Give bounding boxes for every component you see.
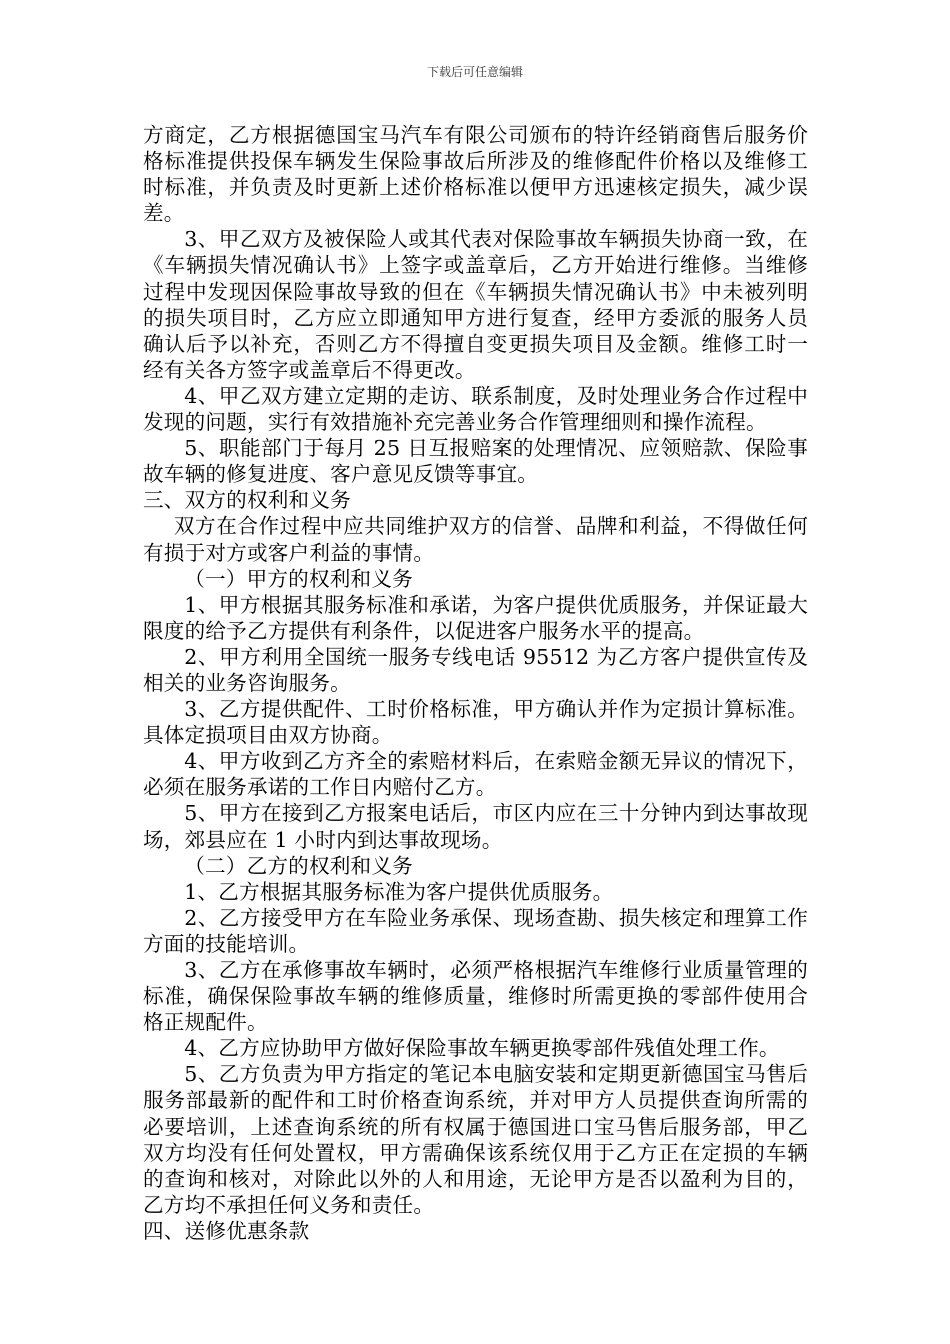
section-heading: 四、送修优惠条款 bbox=[143, 1218, 310, 1243]
section-heading: 三、双方的权利和义务 bbox=[143, 488, 351, 513]
paragraph: 3、乙方提供配件、工时价格标准，甲方确认并作为定损计算标准。具体定损项目由双方协商。 bbox=[143, 697, 808, 748]
subsection-heading: （一）甲方的权利和义务 bbox=[184, 566, 413, 591]
paragraph: 2、乙方接受甲方在车险业务承保、现场查勘、损失核定和理算工作方面的技能培训。 bbox=[143, 905, 808, 956]
paragraph: 5、职能部门于每月 25 日互报赔案的处理情况、应领赔款、保险事故车辆的修复进度、客户意见反馈等事宜。 bbox=[143, 436, 808, 487]
paragraph: 3、乙方在承修事故车辆时，必须严格根据汽车维修行业质量管理的标准，确保保险事故车辆的维修质量，维修时所需更换的零部件使用合格正规配件。 bbox=[143, 958, 808, 1035]
subsection-heading: （二）乙方的权利和义务 bbox=[184, 853, 413, 878]
paragraph: 4、乙方应协助甲方做好保险事故车辆更换零部件残值处理工作。 bbox=[184, 1036, 780, 1061]
paragraph: 方商定，乙方根据德国宝马汽车有限公司颁布的特许经销商售后服务价格标准提供投保车辆发生保险事故后所涉及的维修配件价格以及维修工时标准，并负责及时更新上述价格标准以便甲方迅速核定损失，减少误差。 bbox=[143, 123, 808, 226]
document-body bbox=[143, 122, 808, 1244]
paragraph: 5、乙方负责为甲方指定的笔记本电脑安装和定期更新德国宝马售后服务部最新的配件和工时价格查询系统，并对甲方人员提供查询所需的必要培训，上述查询系统的所有权属于德国进口宝马售后服务部，甲乙双方均没有任何处置权，甲方需确保该系统仅用于乙方正在定损的车辆的查询和核对，对除此以外的人和用途，无论甲方是否以盈利为目的，乙方均不承担任何义务和责任。 bbox=[143, 1062, 808, 1217]
paragraph: 2、甲方利用全国统一服务专线电话 95512 为乙方客户提供宣传及相关的业务咨询服务。 bbox=[143, 644, 808, 695]
paragraph: 双方在合作过程中应共同维护双方的信誉、品牌和利益，不得做任何有损于对方或客户利益的事情。 bbox=[143, 514, 808, 565]
paragraph: 3、甲乙双方及被保险人或其代表对保险事故车辆损失协商一致，在《车辆损失情况确认书》上签字或盖章后，乙方开始进行维修。当维修过程中发现因保险事故导致的但在《车辆损失情况确认书》中未被列明的损失项目时，乙方应立即通知甲方进行复查，经甲方委派的服务人员确认后予以补充，否则乙方不得擅自变更损失项目及金额。维修工时一经有关各方签字或盖章后不得更改。 bbox=[143, 227, 808, 382]
paragraph: 4、甲乙双方建立定期的走访、联系制度，及时处理业务合作过程中发现的问题，实行有效措施补充完善业务合作管理细则和操作流程。 bbox=[143, 383, 808, 435]
paragraph: 1、甲方根据其服务标准和承诺，为客户提供优质服务，并保证最大限度的给予乙方提供有利条件，以促进客户服务水平的提高。 bbox=[143, 592, 808, 643]
paragraph: 1、乙方根据其服务标准为客户提供优质服务。 bbox=[184, 879, 614, 904]
page-header-note: 下载后可任意编辑 bbox=[426, 65, 523, 79]
paragraph: 4、甲方收到乙方齐全的索赔材料后，在索赔金额无异议的情况下，必须在服务承诺的工作日内赔付乙方。 bbox=[143, 749, 808, 800]
paragraph: 5、甲方在接到乙方报案电话后，市区内应在三十分钟内到达事故现场，郊县应在 1 小时内到达事故现场。 bbox=[143, 801, 808, 852]
